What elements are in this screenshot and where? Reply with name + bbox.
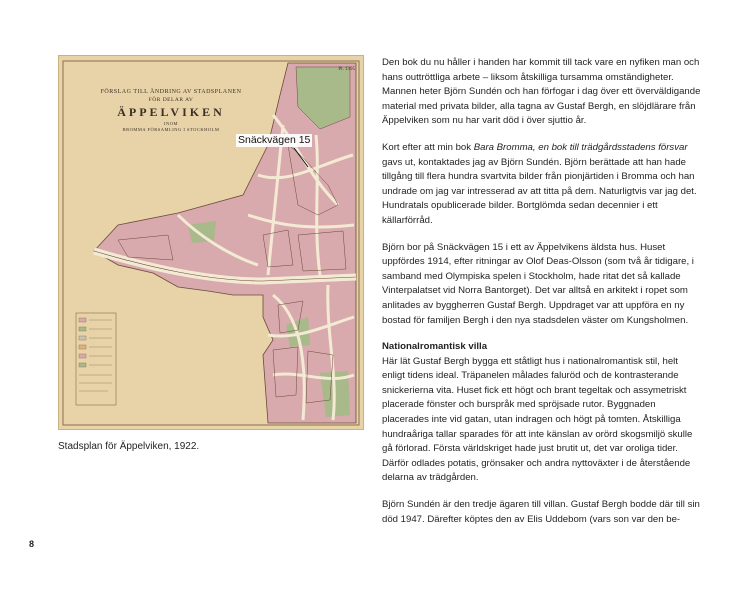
map-title-line-2: FÖR DELAR AV: [148, 97, 194, 103]
body-text-column: [382, 56, 702, 527]
map-plan-number: Pl. 1395: [338, 67, 355, 72]
page-number: 8: [29, 539, 35, 549]
map-title-main: ÄPPELVIKEN: [117, 105, 225, 119]
paragraph-5: Björn Sundén är den tredje ägaren till villan. Gustaf Bergh bodde där till sin död 1947. Därefter köptes den av Elis Uddebom (vars son var den be-: [382, 499, 700, 525]
paragraph-4: Här lät Gustaf Bergh bygga ett ståtligt hus i nationalromantisk stil, helt enligt tidens ideal. Träpanelen målades faluröd och de kontrasterande snickerierna vita. Huset fick ett högt och brant tegeltak och assymetriskt placerade fönster och burspråk med spröjsade rutor. Byggnaden placerades inte vid gatan, utan indragen och högt på tomten. Åtskilliga hundraåriga tallar sparades för att inte känslan av orörd skogsmiljö skulle gå förlorad. Första världskriget hade just brutit ut, det var oroliga tider. Därför odlades potatis, grönsaker och andra nyttoväxter i de återstående delarna av trädgården.: [382, 355, 693, 484]
paragraph-2: [382, 141, 702, 229]
map-callout-label: Snäckvägen 15: [238, 134, 311, 146]
section-heading: Nationalromantisk villa: [382, 341, 488, 353]
map-title-line-1: FÖRSLAG TILL ÄNDRING AV STADSPLANEN: [100, 89, 242, 95]
paragraph-2-start: Kort efter att min bok: [382, 141, 474, 153]
paragraph-1: Den bok du nu håller i handen har kommit till tack vare en nyfiken man och hans outtröttliga arbete – liksom åtskilliga tursamma omständigheter. Mannen heter Björn Sundén och han förfogar i dag över ett överväldigande material med privata bilder, alla tagna av Gustaf Bergh, en slöjdlärare från Äppelviken som nu har varit död i över sjuttio år.: [382, 57, 701, 127]
figure-caption: Stadsplan för Äppelviken, 1922.: [58, 441, 200, 452]
city-plan-map: [58, 55, 364, 430]
map-title-line-4: INOM: [164, 121, 178, 126]
paragraph-2-end: gavs ut, kontaktades jag av Björn Sundén. Björn berättade att han hade tillgång till flera hundra svartvita bilder från pionjärtiden i Bromma och han undrade om jag var intresserad av att titta på dem. Naturligtvis var jag det. Hundratals opublicerade bilder. Bortglömda sedan decennier i ett källarförråd.: [382, 156, 697, 226]
paragraph-3: Björn bor på Snäckvägen 15 i ett av Äppelvikens äldsta hus. Huset uppfördes 1914, efter ritningar av Olof Deas-Olsson (som två år tidigare, i samband med Olympiska spelen i Stockholm, hade ritat det så kallade Vinterpalatset vid Norra Bantorget). Det var alltså en arkitekt i ropet som anlitades av byggherren Gustaf Bergh. Uppdraget var att uppföra en ny bostad för familjen Bergh i den nya stadsdelen väster om Kungsholmen.: [382, 241, 694, 326]
book-title-italic: Bara Bromma, en bok till trädgårdsstadens försvar: [473, 141, 688, 153]
map-title-line-5: BROMMA FÖRSAMLING I STOCKHOLM: [122, 127, 220, 132]
